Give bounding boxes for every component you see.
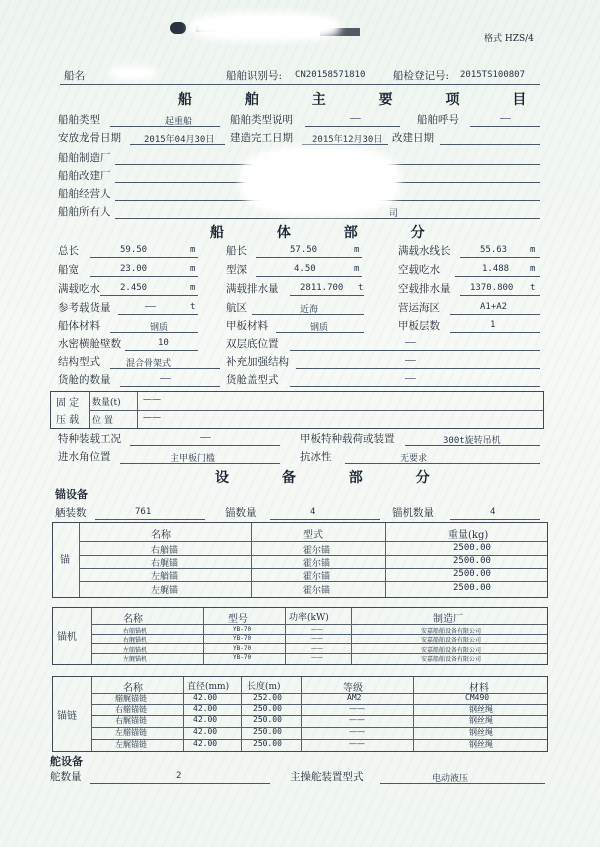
keel-date-value: 2015年04月30日 xyxy=(144,135,215,145)
deck-layers-value: 1 xyxy=(490,320,496,330)
anchor-chain-table xyxy=(52,676,548,752)
lwl-label: 满载水线长 xyxy=(398,245,451,257)
anchor-table-side-label: 锚 xyxy=(60,555,70,566)
chain-row-3-grade: —— xyxy=(349,715,365,724)
section-title-equipment: 设 备 部 分 xyxy=(215,470,454,486)
chain-row-5-length: 250.00 xyxy=(253,739,282,748)
anchor-row-1-type: 霍尔锚 xyxy=(303,546,331,556)
anchor-col-name: 名称 xyxy=(151,530,171,541)
ship-type-label: 船舶类型 xyxy=(58,114,100,126)
windlass-row-3-power: —— xyxy=(311,645,323,652)
ship-id-label: 船舶识别号: xyxy=(226,70,283,82)
owner-label: 船舶所有人 xyxy=(58,206,111,218)
ballast-press-label: 压 载 xyxy=(56,415,80,426)
anchor-row-1-weight: 2500.00 xyxy=(453,543,491,553)
deck-material-label: 甲板材料 xyxy=(226,320,268,332)
windlass-row-1-model: YB-70 xyxy=(233,626,252,633)
anchor-col-type: 型式 xyxy=(303,530,323,541)
windlass-col-power: 功率(kW) xyxy=(289,613,329,623)
anchor-count-label: 锚数量 xyxy=(225,507,257,519)
op-area-label: 营运海区 xyxy=(398,302,440,314)
operator-label: 船舶经营人 xyxy=(58,188,111,200)
chain-row-1-material: CM490 xyxy=(465,693,490,702)
chain-row-5-diameter: 42.00 xyxy=(193,739,218,748)
bulkheads-label: 水密横舱壁数 xyxy=(58,338,121,350)
anchor-table xyxy=(52,522,548,598)
hatch-value: —— xyxy=(405,374,416,384)
downflood-value: 主甲板门槛 xyxy=(170,454,216,464)
windlass-row-4-model: YB-70 xyxy=(233,654,252,661)
redaction-mark xyxy=(240,146,400,216)
deck-material-value: 钢质 xyxy=(310,323,329,333)
chain-row-3-name: 右艉锚链 xyxy=(115,716,147,725)
built-date-label: 建造完工日期 xyxy=(230,132,293,144)
windlass-table xyxy=(52,607,548,665)
deck-layers-label: 甲板层数 xyxy=(398,320,440,332)
chain-row-3-length: 250.00 xyxy=(253,715,282,724)
owner-suffix: 司 xyxy=(389,209,399,219)
chain-row-4-material: 钢丝绳 xyxy=(469,728,493,737)
call-sign-label: 船舶呼号 xyxy=(417,114,459,126)
section-title-main-items: 船 舶 主 要 项 目 xyxy=(178,92,551,108)
windlass-row-2-maker: 安嘉船舶设备有限公司 xyxy=(421,637,482,644)
ship-id-value: CN20158571810 xyxy=(295,70,366,80)
hatch-label: 货舱盖型式 xyxy=(226,374,279,386)
ballast-qty-label: 数量(t) xyxy=(92,398,121,408)
windlass-row-4-name: 左艉锚机 xyxy=(123,656,148,663)
chain-row-2-name: 右艏锚链 xyxy=(115,705,147,714)
chain-row-1-grade: AM2 xyxy=(347,693,362,702)
chain-table-side-label: 锚链 xyxy=(57,711,77,722)
anchor-row-3-weight: 2500.00 xyxy=(453,569,491,579)
light-disp-label: 空载排水量 xyxy=(398,283,451,295)
chain-row-4-grade: —— xyxy=(349,727,365,736)
depth-unit: m xyxy=(354,264,360,274)
chain-col-grade: 等级 xyxy=(343,683,363,694)
winch-count-label: 锚机数量 xyxy=(392,507,434,519)
rudder-count-label: 舵数量 xyxy=(50,771,82,783)
strength-label: 补充加强结构 xyxy=(226,356,289,368)
op-area-value: A1+A2 xyxy=(480,302,508,312)
ref-cargo-unit: t xyxy=(190,302,196,312)
chain-col-material: 材料 xyxy=(469,683,489,694)
built-date-value: 2015年12月30日 xyxy=(312,135,383,145)
chain-row-1-length: 252.00 xyxy=(253,693,282,702)
windlass-row-2-power: —— xyxy=(311,635,323,642)
anchor-row-3-name: 左艏锚 xyxy=(151,572,179,582)
loa-unit: m xyxy=(190,245,196,255)
windlass-col-name: 名称 xyxy=(123,614,143,625)
anchor-row-2-type: 霍尔锚 xyxy=(303,559,331,569)
ref-cargo-label: 参考载货量 xyxy=(58,302,111,314)
hull-material-value: 钢质 xyxy=(150,323,169,333)
anchor-row-4-weight: 2500.00 xyxy=(453,583,491,593)
loa-value: 59.50 xyxy=(120,245,148,255)
breadth-label: 船宽 xyxy=(58,264,79,276)
windlass-col-model: 型号 xyxy=(228,614,248,625)
rudder-count-value: 2 xyxy=(176,771,182,781)
section-title-hull: 船 体 部 分 xyxy=(210,225,449,241)
ballast-pos-value: —— xyxy=(143,413,161,423)
chain-row-4-diameter: 42.00 xyxy=(193,727,218,736)
outfit-number-value: 761 xyxy=(135,507,152,517)
anchor-row-4-type: 霍尔锚 xyxy=(303,586,331,596)
document-title-faded xyxy=(170,14,370,40)
outfit-number-label: 舾装数 xyxy=(55,507,87,519)
chain-row-3-material: 钢丝绳 xyxy=(469,716,493,725)
depth-label: 型深 xyxy=(226,264,247,276)
full-disp-unit: t xyxy=(358,283,364,293)
special-load-value: —— xyxy=(200,433,211,443)
ice-class-value: 无要求 xyxy=(400,454,428,464)
lwl-unit: m xyxy=(530,245,536,255)
chain-row-2-material: 钢丝绳 xyxy=(469,705,493,714)
windlass-row-4-maker: 安嘉船舶设备有限公司 xyxy=(421,656,482,663)
chain-row-5-name: 左艉锚链 xyxy=(115,740,147,749)
loa-label: 总长 xyxy=(58,245,79,257)
chain-col-length: 长度(m) xyxy=(247,682,281,692)
ballast-pos-label: 位 置 xyxy=(92,416,113,426)
windlass-row-1-name: 右艏锚机 xyxy=(123,628,148,635)
chain-row-4-name: 左艏锚链 xyxy=(115,728,147,737)
double-bottom-value: —— xyxy=(405,338,416,348)
lwl-value: 55.63 xyxy=(480,245,508,255)
light-disp-value: 1370.800 xyxy=(470,283,514,293)
rebuilder-label: 船舶改建厂 xyxy=(58,170,111,182)
downflood-label: 进水角位置 xyxy=(58,451,111,463)
ref-cargo-value: —— xyxy=(145,302,156,312)
windlass-col-maker: 制造厂 xyxy=(433,614,463,625)
windlass-row-3-model: YB-70 xyxy=(233,645,252,652)
chain-col-name: 名称 xyxy=(123,683,143,694)
anchor-count-value: 4 xyxy=(310,507,316,517)
winch-count-value: 4 xyxy=(490,507,496,517)
nav-area-value: 近海 xyxy=(300,305,319,315)
anchor-row-2-weight: 2500.00 xyxy=(453,556,491,566)
hull-material-label: 船体材料 xyxy=(58,320,100,332)
ship-name-label: 船名 xyxy=(64,70,85,82)
chain-row-2-grade: —— xyxy=(349,704,365,713)
nav-area-label: 航区 xyxy=(226,302,247,314)
anchor-row-2-name: 右艉锚 xyxy=(151,559,179,569)
steering-gear-value: 电动液压 xyxy=(432,774,469,784)
windlass-row-3-name: 左艏锚机 xyxy=(123,647,148,654)
chain-row-4-length: 250.00 xyxy=(253,727,282,736)
chain-row-5-grade: —— xyxy=(349,739,365,748)
ice-class-label: 抗冰性 xyxy=(300,451,332,463)
rudder-section-title: 舵设备 xyxy=(50,755,83,768)
light-draft-unit: m xyxy=(530,264,536,274)
rebuilt-date-label: 改建日期 xyxy=(392,132,434,144)
survey-reg-value: 2015TS100807 xyxy=(460,70,526,80)
chain-row-2-diameter: 42.00 xyxy=(193,704,218,713)
windlass-row-4-power: —— xyxy=(311,654,323,661)
windlass-row-2-name: 右艉锚机 xyxy=(123,637,148,644)
light-draft-value: 1.488 xyxy=(482,264,510,274)
anchor-row-3-type: 霍尔锚 xyxy=(303,572,331,582)
chain-row-1-diameter: 42.00 xyxy=(193,693,218,702)
windlass-row-2-model: YB-70 xyxy=(233,635,252,642)
ship-type-desc-value: —— xyxy=(350,114,361,124)
redaction-mark xyxy=(108,66,158,80)
windlass-row-3-maker: 安嘉船舶设备有限公司 xyxy=(421,647,482,654)
steering-gear-label: 主操舵装置型式 xyxy=(290,771,364,783)
holds-value: —— xyxy=(160,374,171,384)
full-disp-value: 2811.700 xyxy=(300,283,344,293)
anchor-row-4-name: 左艉锚 xyxy=(151,586,179,596)
anchor-section-title: 锚设备 xyxy=(55,488,88,501)
holds-label: 货舱的数量 xyxy=(58,374,111,386)
survey-reg-label: 船检登记号: xyxy=(393,70,450,82)
strength-value: —— xyxy=(405,356,416,366)
chain-row-5-material: 钢丝绳 xyxy=(469,740,493,749)
deck-load-value: 300t旋转吊机 xyxy=(443,436,501,446)
lbp-label: 船长 xyxy=(226,245,247,257)
full-draft-value: 2.450 xyxy=(120,283,148,293)
format-code: 格式 HZS/4 xyxy=(484,34,534,44)
ballast-qty-value: —— xyxy=(143,395,161,405)
ship-type-value: 起重船 xyxy=(165,117,193,127)
ship-type-desc-label: 船舶类型说明 xyxy=(230,114,293,126)
windlass-row-1-maker: 安嘉船舶设备有限公司 xyxy=(421,628,482,635)
ballast-table xyxy=(50,391,544,429)
call-sign-value: —— xyxy=(500,114,511,124)
lbp-unit: m xyxy=(354,245,360,255)
chain-row-1-name: 艏艉锚链 xyxy=(115,694,147,703)
light-draft-label: 空载吃水 xyxy=(398,264,440,276)
keel-date-label: 安放龙骨日期 xyxy=(58,132,121,144)
windlass-table-side-label: 锚机 xyxy=(57,632,77,643)
bulkheads-value: 10 xyxy=(158,338,169,348)
full-disp-label: 满载排水量 xyxy=(226,283,279,295)
special-load-label: 特种装载工况 xyxy=(58,433,121,445)
anchor-col-weight: 重量(kg) xyxy=(448,530,489,541)
chain-col-diameter: 直径(mm) xyxy=(187,682,230,692)
windlass-row-1-power: —— xyxy=(311,626,323,633)
full-draft-label: 满载吃水 xyxy=(58,283,100,295)
chain-row-3-diameter: 42.00 xyxy=(193,715,218,724)
light-disp-unit: t xyxy=(530,283,536,293)
structure-label: 结构型式 xyxy=(58,356,100,368)
breadth-unit: m xyxy=(190,264,196,274)
builder-label: 船舶制造厂 xyxy=(58,152,111,164)
depth-value: 4.50 xyxy=(294,264,316,274)
chain-row-2-length: 250.00 xyxy=(253,704,282,713)
ballast-fixed-label: 固 定 xyxy=(56,398,80,409)
double-bottom-label: 双层底位置 xyxy=(226,338,279,350)
deck-load-label: 甲板特种载荷或装置 xyxy=(300,433,395,445)
breadth-value: 23.00 xyxy=(120,264,148,274)
anchor-row-1-name: 右艏锚 xyxy=(151,546,179,556)
structure-value: 混合骨架式 xyxy=(126,359,172,369)
lbp-value: 57.50 xyxy=(290,245,318,255)
full-draft-unit: m xyxy=(190,283,196,293)
